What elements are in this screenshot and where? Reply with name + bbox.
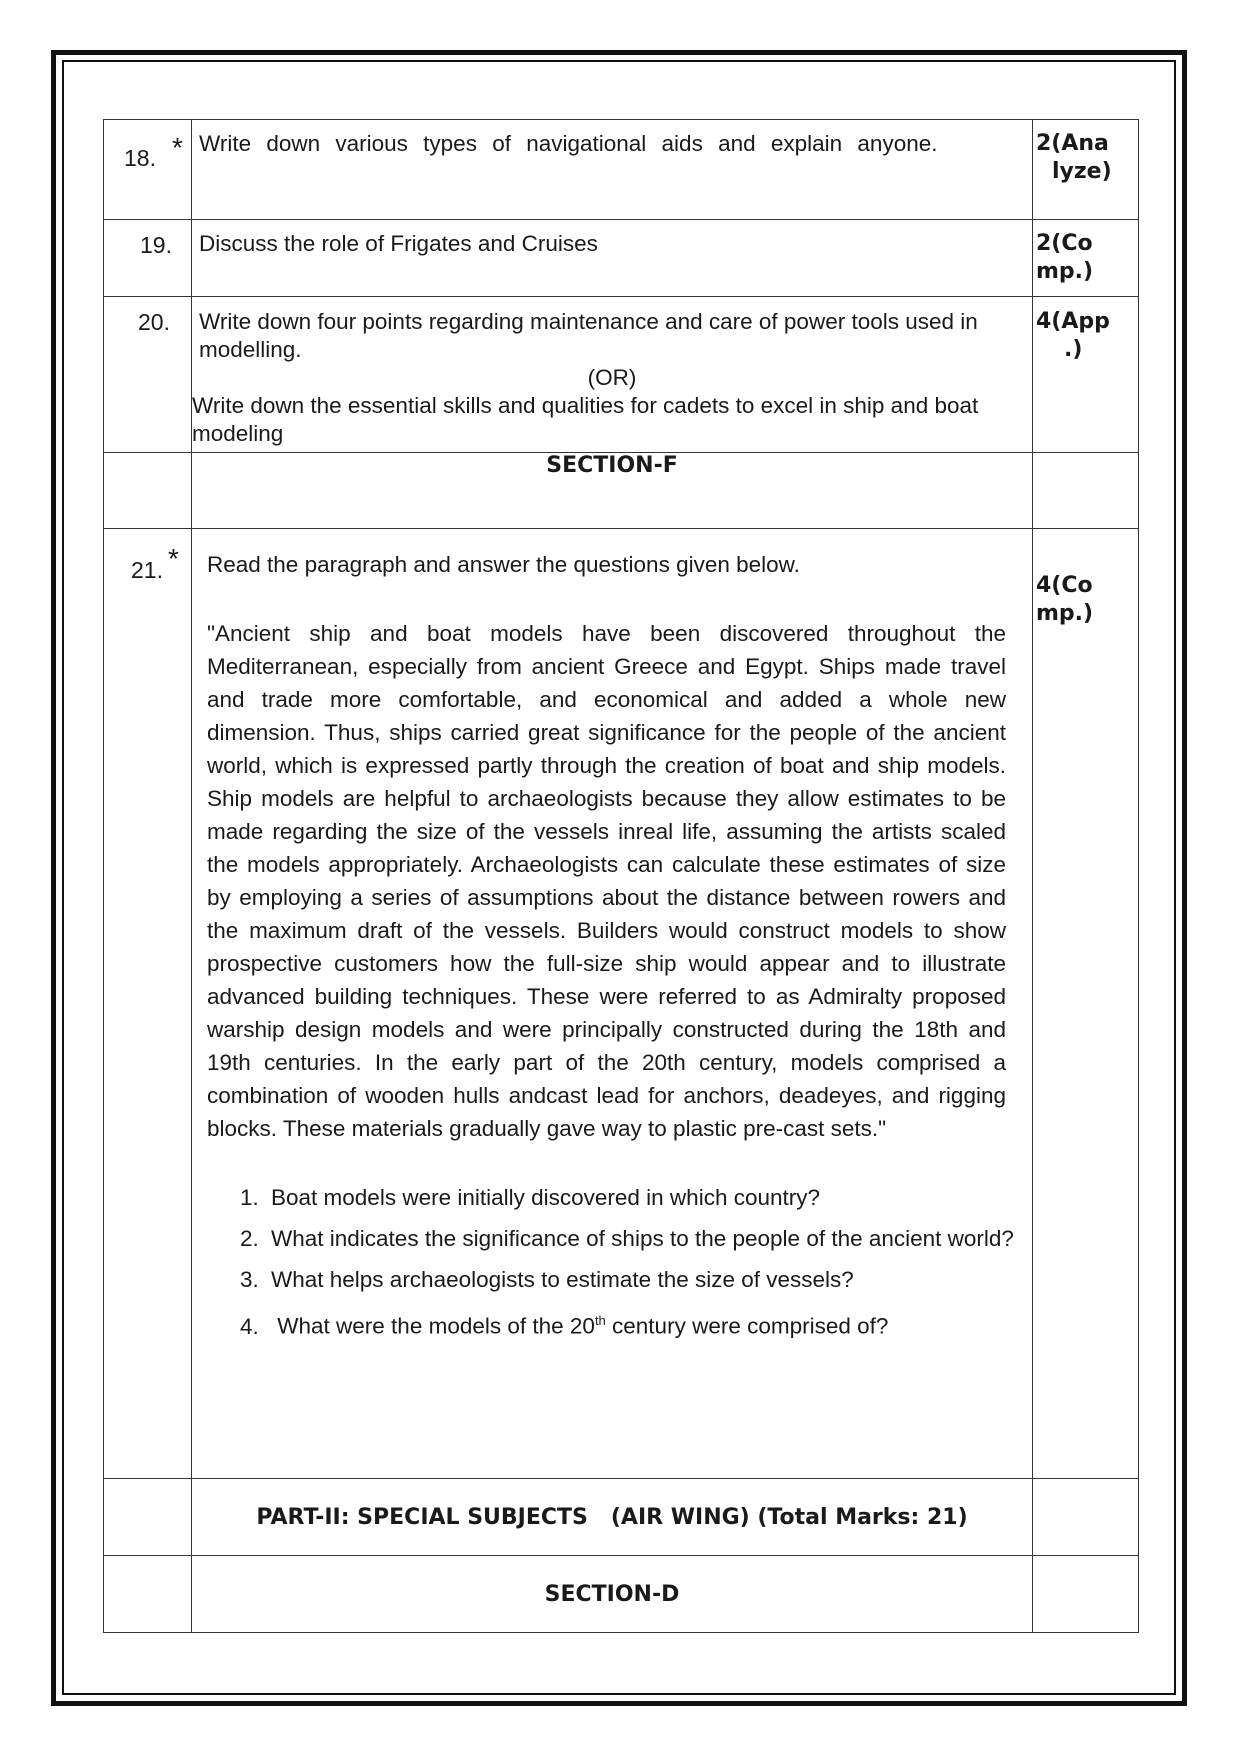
- question-text: Write down four points regarding maintenance and care of power tools used in modelling.: [199, 309, 978, 362]
- question-text-cell: [192, 220, 1033, 297]
- question-table: [103, 119, 1139, 1633]
- section-row: [104, 1479, 1139, 1556]
- star-marker: *: [172, 132, 183, 163]
- section-title: SECTION-F: [546, 453, 678, 478]
- question-number-cell: [104, 220, 192, 297]
- question-number-cell: [104, 120, 192, 220]
- marks-line: 2(Ana: [1036, 131, 1109, 156]
- question-number: 21.: [131, 557, 163, 583]
- question-text-cell: [192, 297, 1033, 453]
- marks-line: lyze): [1052, 159, 1112, 184]
- star-marker: *: [168, 543, 179, 574]
- question-text-cell: [192, 529, 1033, 1479]
- marks-line: mp.): [1036, 259, 1094, 284]
- marks-line: 4(App: [1036, 309, 1110, 334]
- question-number-cell: [104, 297, 192, 453]
- question-number-cell: [104, 529, 192, 1479]
- question-row-18: [104, 120, 1139, 220]
- or-label: (OR): [587, 365, 637, 390]
- comprehension-paragraph: "Ancient ship and boat models have been discovered throughout the Mediterranean, especially from ancient Greece and Egypt. Ships made travel and trade more comfortable, and economical and added a whole new dimension. Thus, ships carried great significance for the people of the ancient world, which is expressed partly through the creation of boat and ship models. Ship models are helpful to archaeologists because they allow estimates to be made regarding the size of the vessels inreal life, assuming the artists scaled the models appropriately. Archaeologists can calculate these estimates of size by employing a series of assumptions about the distance between rowers and the maximum draft of the vessels. Builders would construct models to show prospective customers how the full-size ship would appear and to illustrate advanced building techniques. These were referred to as Admiralty proposed warship design models and were principally constructed during the 18th and 19th centuries. In the early part of the 20th century, models comprised a combination of wooden hulls andcast lead for anchors, deadeyes, and rigging blocks. These materials gradually gave way to plastic pre-cast sets.": [207, 621, 1006, 1141]
- section-heading-cell: [192, 1556, 1033, 1633]
- marks-cell: [1033, 220, 1139, 297]
- alternate-question-text: Write down the essential skills and qualities for cadets to excel in ship and boat modeling: [192, 393, 979, 446]
- question-text-cell: [192, 120, 1033, 220]
- section-title: SECTION-D: [544, 1581, 680, 1607]
- marks-line: mp.): [1036, 601, 1094, 626]
- marks-line: 2(Co: [1036, 231, 1093, 256]
- sub-question: 3. What helps archaeologists to estimate the size of vessels?: [265, 1266, 1032, 1294]
- marks-cell: [1033, 529, 1139, 1479]
- question-row-20: [104, 297, 1139, 453]
- marks-cell: [1033, 297, 1139, 453]
- section-heading-cell: [192, 1479, 1033, 1556]
- sub-question: 1. Boat models were initially discovered in which country?: [265, 1184, 1032, 1212]
- question-number: 20.: [138, 309, 170, 335]
- question-text: Write down various types of navigational aids and explain anyone.: [199, 131, 938, 156]
- question-row-21: [104, 529, 1139, 1479]
- part-title: PART-II: SPECIAL SUBJECTS (AIR WING) (Total Marks: 21): [256, 1504, 968, 1530]
- question-row-19: [104, 220, 1139, 297]
- question-intro: Read the paragraph and answer the questions given below.: [207, 552, 800, 577]
- marks-cell: [1033, 120, 1139, 220]
- sub-question: 4. What were the models of the 20th century were comprised of?: [265, 1307, 1032, 1341]
- question-text: Discuss the role of Frigates and Cruises: [199, 231, 598, 256]
- section-row: [104, 1556, 1139, 1633]
- marks-line: .): [1064, 337, 1083, 362]
- marks-line: 4(Co: [1036, 573, 1093, 598]
- sub-question: 2. What indicates the significance of ships to the people of the ancient world?: [265, 1225, 1032, 1253]
- question-number: 19.: [140, 232, 172, 258]
- question-number: 18.: [124, 145, 156, 171]
- section-heading-cell: [192, 453, 1033, 529]
- sub-question-list: [207, 1184, 1032, 1341]
- section-row: [104, 453, 1139, 529]
